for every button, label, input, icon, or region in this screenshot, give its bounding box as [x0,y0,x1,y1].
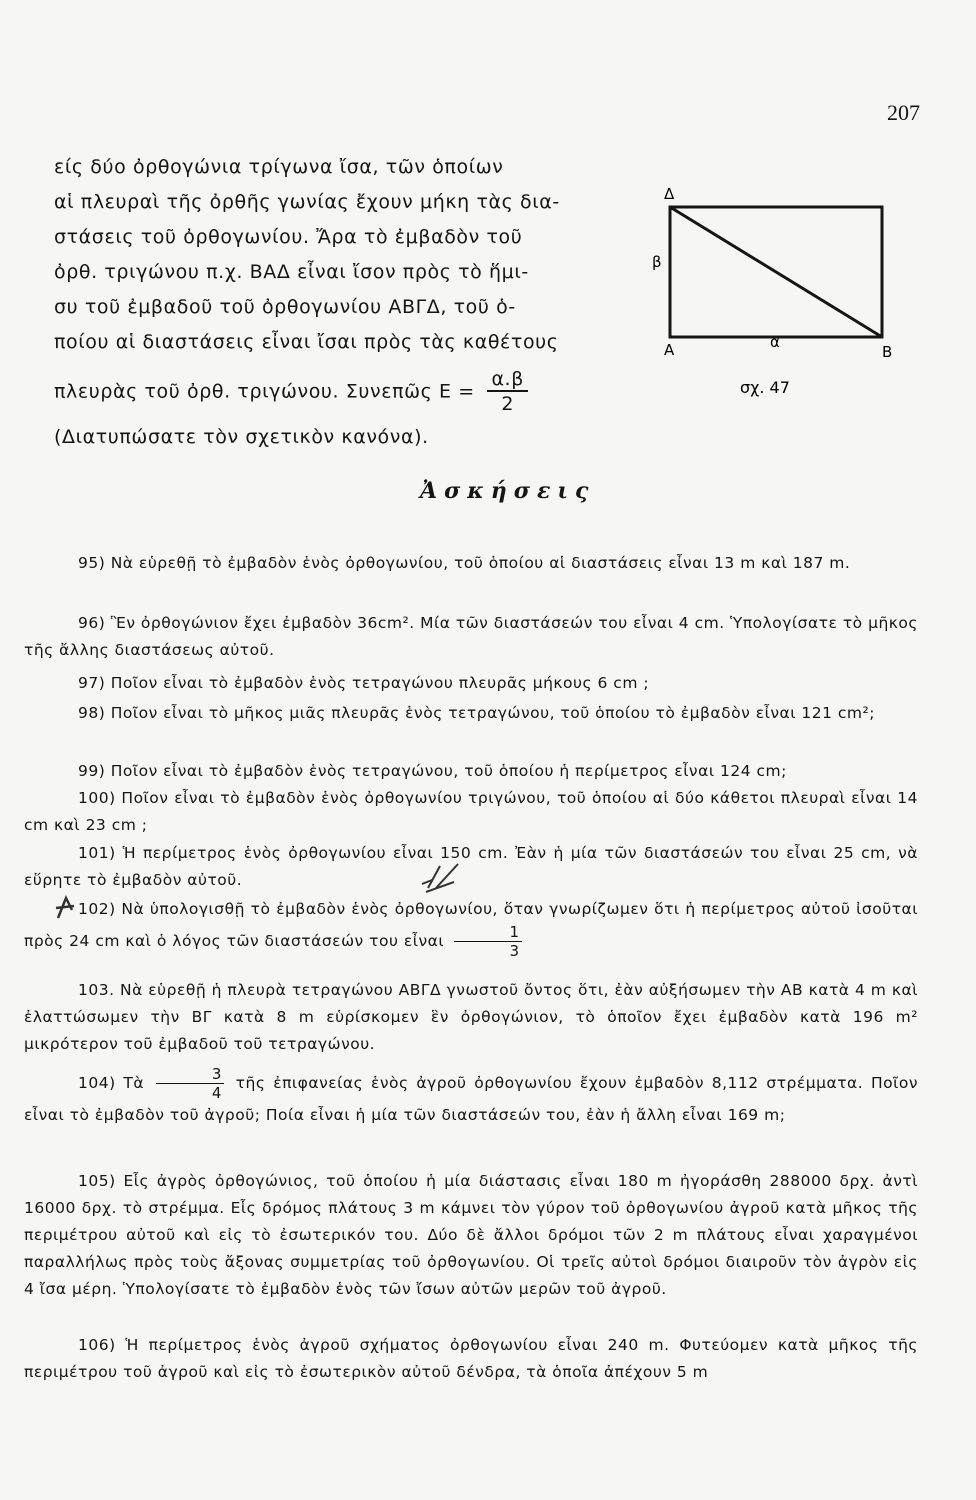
exercise-text: 106) Ἡ περίμετρος ἑνὸς ἀγροῦ σχήματος ὀρθογωνίου εἶναι 240 m. Φυτεύομεν κατὰ μῆκος τῆς περιμέτρου τοῦ ἀγροῦ καὶ εἰς τὸ ἐσωτερικὸν αὐτοῦ δένδρα, τὰ ὁποῖα ἀπέχουν 5 m [24,1336,918,1381]
exercise-text: 99) Ποῖον εἶναι τὸ ἐμβαδὸν ἑνὸς τετραγώνου, τοῦ ὁποίου ἡ περίμετρος εἶναι 124 cm; [78,762,787,780]
side-label-beta: β [652,253,662,271]
exercise-98 [24,700,918,727]
exercise-text [24,896,918,960]
exercise-97 [24,670,918,697]
vertex-label-d: Δ [664,185,675,203]
exercise-text: 101) Ἡ περίμετρος ἑνὸς ὀρθογωνίου εἶναι 150 cm. Ἐὰν ἡ μία τῶν διαστάσεών του εἶναι 25 cm, νὰ εὕρητε τὸ ἐμβαδὸν αὐτοῦ. [24,844,918,889]
intro-line: (Διατυπώσατε τὸν σχετικὸν κανόνα). [54,426,429,448]
exercise-100 [24,785,918,839]
handwritten-margin-mark [52,892,78,922]
exercise-text [24,1065,918,1129]
fraction-numerator: 3 [156,1065,224,1084]
exercise-99 [24,758,918,785]
vertex-label-b: Β [882,343,893,361]
rectangle-figure [650,185,910,405]
intro-paragraph [54,150,634,455]
intro-line: ποίου αἱ διαστάσεις εἶναι ἴσαι πρὸς τὰς καθέτους [54,331,559,353]
handwritten-check-mark [418,858,464,898]
exercise-text: 95) Νὰ εὑρεθῇ τὸ ἐμβαδὸν ἑνὸς ὀρθογωνίου, τοῦ ὁποίου αἱ διαστάσεις εἶναι 13 m καὶ 187 m. [78,554,851,572]
intro-line: συ τοῦ ἐμβαδοῦ τοῦ ὀρθογωνίου ΑΒΓΔ, τοῦ ὁ- [54,296,516,318]
figure-caption: σχ. 47 [740,378,790,397]
exercise-104-text-end: τῆς ἐπιφανείας ἑνὸς ἀγροῦ ὀρθογωνίου ἔχουν ἐμβαδὸν 8,112 στρέμματα. Ποῖον εἶναι τὸ ἐμβαδὸν τοῦ ἀγροῦ; Ποία εἶναι ἡ μία τῶν διαστάσεών του, ἐὰν ἡ ἄλλη εἶναι 169 m; [24,1074,918,1124]
section-heading: Ἀσκήσεις [420,478,596,504]
formula-numerator: α.β [487,368,528,392]
area-formula-fraction [487,368,528,416]
exercise-105 [24,1168,918,1303]
exercise-101 [24,840,918,894]
exercise-text: 96) Ἓν ὀρθογώνιον ἔχει ἐμβαδὸν 36cm². Μία τῶν διαστάσεών του εἶναι 4 cm. Ὑπολογίσατε τὸ μῆκος τῆς ἄλλης διαστάσεως αὐτοῦ. [24,614,918,659]
vertex-label-a: Α [664,341,675,359]
intro-line: ὀρθ. τριγώνου π.χ. ΒΑΔ εἶναι ἴσον πρὸς τὸ ἥμι- [54,261,529,283]
intro-line: στάσεις τοῦ ὀρθογωνίου. Ἄρα τὸ ἐμβαδὸν τοῦ [54,226,523,248]
ratio-denominator: 3 [509,942,520,960]
exercise-text: 98) Ποῖον εἶναι τὸ μῆκος μιᾶς πλευρᾶς ἑνὸς τετραγώνου, τοῦ ὁποίου τὸ ἐμβαδὸν εἶναι 121 cm²; [78,704,875,722]
ratio-numerator: 1 [454,923,522,942]
formula-denominator: 2 [501,393,515,415]
ratio-fraction [454,923,522,960]
exercise-104-text-start: 104) Τὰ [78,1074,145,1092]
fraction-three-quarters [156,1065,224,1102]
exercise-102-text: 102) Νὰ ὑπολογισθῇ τὸ ἐμβαδὸν ἑνὸς ὀρθογωνίου, ὅταν γνωρίζωμεν ὅτι ἡ περίμετρος αὐτοῦ ἰσοῦται πρὸς 24 cm καὶ ὁ λόγος τῶν διαστάσεών του εἶναι [24,900,918,950]
exercise-104 [24,1065,918,1129]
exercise-text: 100) Ποῖον εἶναι τὸ ἐμβαδὸν ἑνὸς ὀρθογωνίου τριγώνου, τοῦ ὁποίου αἱ δύο κάθετοι πλευραὶ εἶναι 14 cm καὶ 23 cm ; [24,789,918,834]
intro-line: πλευρὰς τοῦ ὀρθ. τριγώνου. Συνεπῶς Ε = [54,380,475,403]
exercise-106 [24,1332,918,1386]
exercise-95 [24,550,918,577]
exercise-96 [24,610,918,664]
intro-line: αἱ πλευραὶ τῆς ὀρθῆς γωνίας ἔχουν μήκη τὰς δια- [54,191,560,213]
exercise-text: 105) Εἷς ἀγρὸς ὀρθογώνιος, τοῦ ὁποίου ἡ μία διάστασις εἶναι 180 m ἠγοράσθη 288000 δρχ. ἀντὶ 16000 δρχ. τὸ στρέμμα. Εἷς δρόμος πλάτους 3 m κάμνει τὸν γύρον τοῦ ὀρθογωνίου ἀγροῦ κατὰ μῆκος τῆς περιμέτρου αὐτοῦ καὶ εἰς τὸ ἐσωτερικόν του. Δύο δὲ ἄλλοι δρόμοι τῶν 2 m πλάτους εἶναι χαραγμένοι παραλλήλως πρὸς τοὺς ἄξονας συμμετρίας τοῦ ὀρθογωνίου. Οἱ τρεῖς αὐτοὶ δρόμοι διαιροῦν τὸν ἀγρὸν εἰς 4 ἴσα μέρη. Ὑπολογίσατε τὸ ἐμβαδὸν ἑνὸς τῶν ἴσων αὐτῶν μερῶν τοῦ ἀγροῦ. [24,1172,918,1298]
intro-line: είς δύο ὀρθογώνια τρίγωνα ἴσα, τῶν ὁποίων [54,156,504,178]
page-number: 207 [887,100,920,125]
exercise-text: 103. Νὰ εὑρεθῇ ἡ πλευρὰ τετραγώνου ΑΒΓΔ γνωστοῦ ὄντος ὅτι, ἐὰν αὐξήσωμεν τὴν ΑΒ κατὰ 4 m καὶ ἐλαττώσωμεν τὴν ΒΓ κατὰ 8 m εὑρίσκομεν ἓν ὀρθογώνιον, τὸ ὁποῖον ἔχει ἐμβαδὸν κατὰ 196 m² μικρότερον τοῦ ἐμβαδοῦ τοῦ τετραγώνου. [24,981,918,1053]
diagonal-db [670,207,882,337]
fraction-denominator: 4 [211,1084,222,1102]
exercise-text: 97) Ποῖον εἶναι τὸ ἐμβαδὸν ἑνὸς τετραγώνου πλευρᾶς μήκους 6 cm ; [78,674,650,692]
side-label-alpha: α [770,333,780,351]
exercise-103 [24,977,918,1058]
exercise-102 [24,896,918,960]
intro-formula-line [54,368,634,416]
